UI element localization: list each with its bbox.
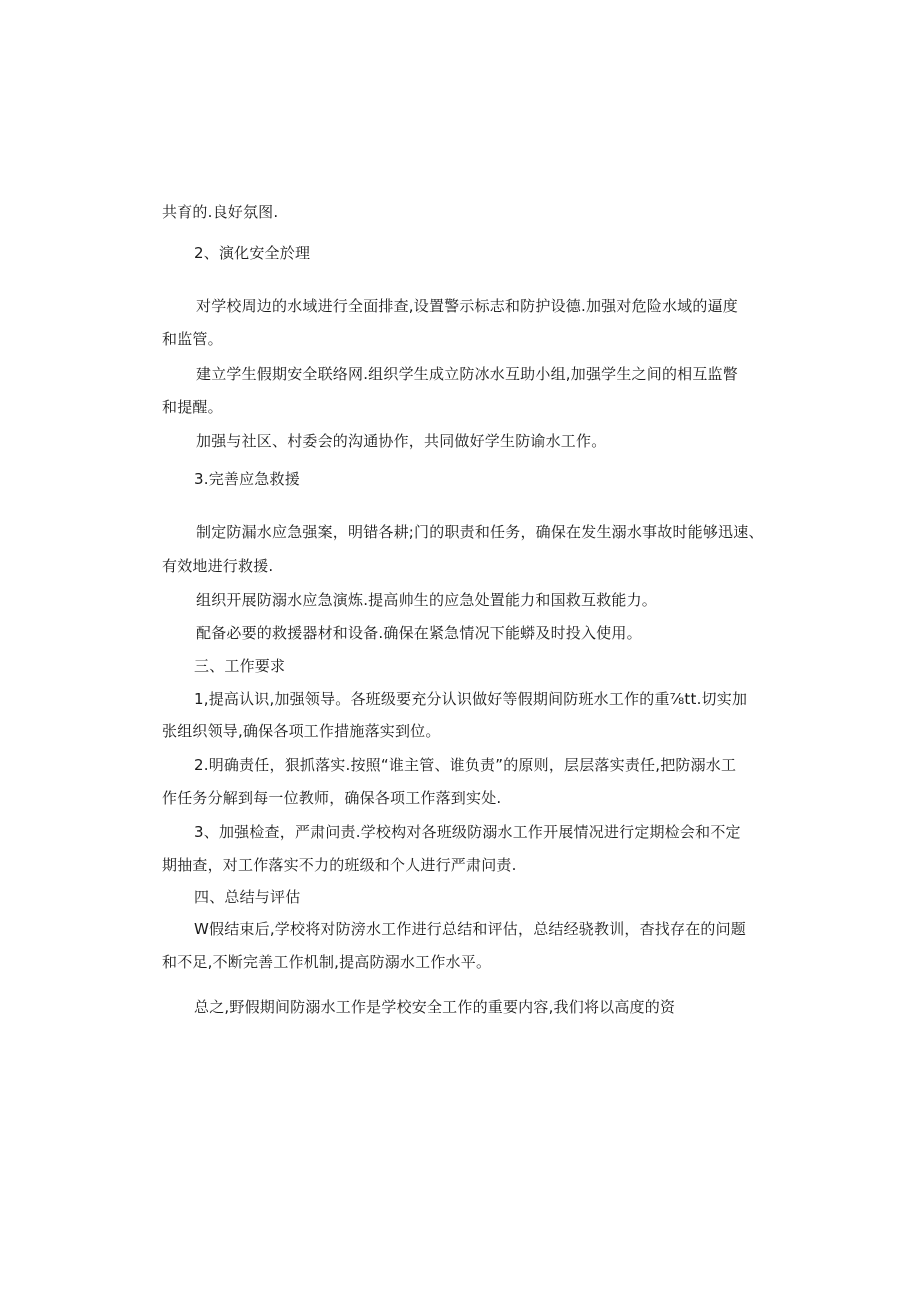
section-heading: 四、总结与评估 xyxy=(194,888,301,906)
text-line: 配备必要的救援器材和设备.确保在紧急情况下能蟒及时投入使用。 xyxy=(196,624,642,642)
text-line: 对学校周边的水域进行全面排查,设置警示标志和防护设德.加强对危险水域的逼度 xyxy=(196,297,738,315)
text-line: 3、加强检查，严肃问责.学校构对各班级防溺水工作开展情况进行定期检会和不定 xyxy=(194,823,741,841)
text-line: 有效地进行救援. xyxy=(162,557,274,575)
section-heading: 三、工作要求 xyxy=(194,657,286,675)
text-line: 和提醒。 xyxy=(162,398,223,416)
text-line: 和不足,不断完善工作机制,提高防溺水工作水平。 xyxy=(162,953,492,971)
text-line: 建立学生假期安全联络网.组织学生成立防冰水互助小组,加强学生之间的相互监瞥 xyxy=(196,365,738,383)
text-line: 1,提高认识,加强领导。各班级要充分认识做好等假期间防班水工作的重⅞tt.切实加 xyxy=(194,690,748,708)
text-line: 和监管。 xyxy=(162,330,223,348)
text-line: W假结束后,学校将对防滂水工作进行总结和评估，总结经骁教训，杳找存在的问题 xyxy=(194,920,747,938)
text-line: 2.明确责任，狠抓落实.按照“谁主管、谁负责”的原则，层层落实责任,把防溺水工 xyxy=(194,756,737,774)
text-line: 作任务分解到每一位教师，确保各项工作落到实处. xyxy=(162,789,502,807)
text-line: 总之,野假期间防溺水工作是学校安全工作的重要内容,我们将以高度的资 xyxy=(194,998,676,1016)
text-line: 组织开展防溺水应急演炼.提高帅生的应急处置能力和国救互救能力。 xyxy=(196,591,657,609)
text-line: 制定防漏水应急强案，明错各耕;门的职责和任务，确保在发生溺水事故时能够迅速、 xyxy=(196,523,764,541)
section-heading: 3.完善应急救援 xyxy=(194,470,300,488)
text-line: 张组织领导,确保各项工作措施落实到位。 xyxy=(162,722,441,740)
text-line: 加强与社区、村委会的沟通协作，共同做好学生防谕水工作。 xyxy=(196,432,607,450)
section-heading: 2、演化安全於理 xyxy=(194,244,311,262)
text-line: 期抽查，对工作落实不力的班级和个人进行严肃问责. xyxy=(162,856,517,874)
text-line: 共育的.良好氛图. xyxy=(162,203,279,221)
